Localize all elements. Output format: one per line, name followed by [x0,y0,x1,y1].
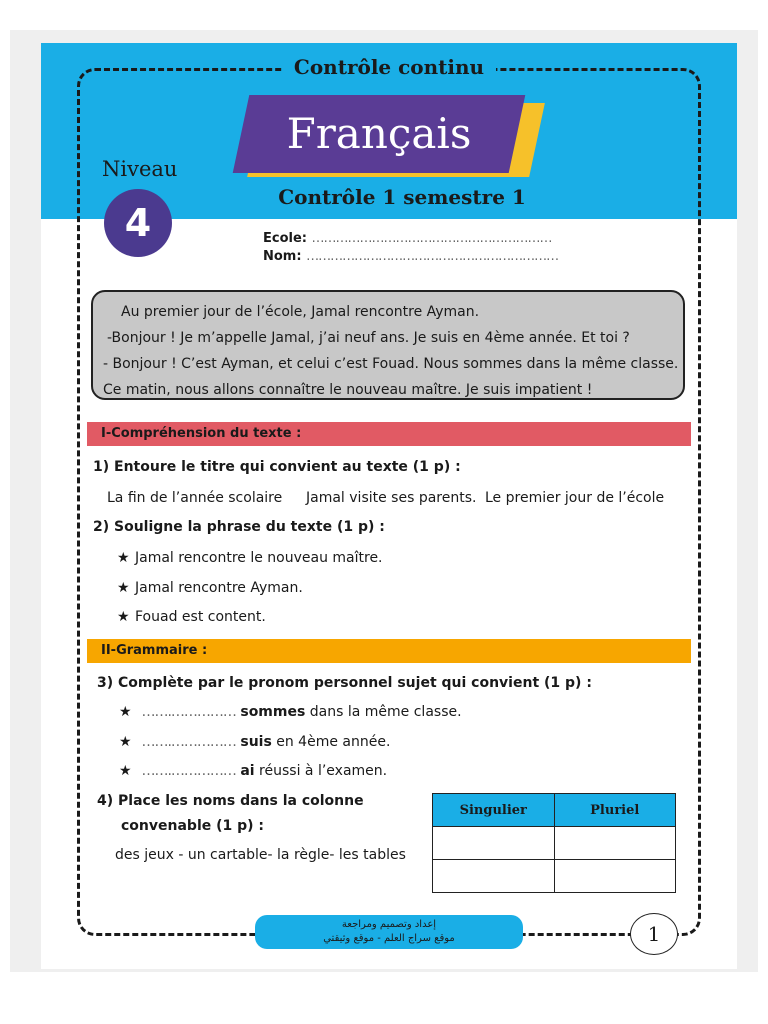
star-icon: ★ [119,763,132,779]
list-item: ★ …….…………… ai réussi à l’examen. [119,763,388,779]
answer-blank: …….…………… [141,704,236,720]
star-icon: ★ [117,609,130,625]
table-cell[interactable] [554,827,676,860]
footer-credit [255,915,523,949]
top-title: Contrôle continu [41,55,737,79]
controle-title: Contrôle 1 semestre 1 [278,185,526,209]
table-cell[interactable] [433,860,555,893]
q1-option: La fin de l’année scolaire [107,490,283,506]
niveau-badge: 4 [104,189,172,257]
ecole-label: Ecole: [263,231,307,246]
reading-text-box [91,290,685,400]
star-icon: ★ [117,550,130,566]
answer-blank: …….…………… [141,734,236,750]
answer-blank: …….…………… [141,763,236,779]
q1-option: Le premier jour de l’école [485,490,665,506]
answer-table [432,793,676,893]
page-number: 1 [630,913,678,955]
column-pluriel: Pluriel [554,794,676,827]
text-line: -Bonjour ! Je m’appelle Jamal, j’ai neuf ans. Je suis en 4ème année. Et toi ? [107,330,630,346]
worksheet-page [41,43,737,969]
question-4: 4) Place les noms dans la colonne [97,793,364,809]
text-line: Ce matin, nous allons connaître le nouveau maître. Je suis impatient ! [103,382,593,398]
question-2: 2) Souligne la phrase du texte (1 p) : [93,519,385,535]
star-icon: ★ [119,704,132,720]
nom-label: Nom: [263,249,302,264]
list-item: ★ Jamal rencontre Ayman. [117,580,303,596]
ecole-field [263,231,552,246]
q1-option: Jamal visite ses parents. [306,490,477,506]
question-1: 1) Entoure le titre qui convient au texte (1 p) : [93,459,461,475]
star-icon: ★ [119,734,132,750]
nom-blank: ……………………………………………………… [306,249,559,264]
table-cell[interactable] [433,827,555,860]
text-line: Au premier jour de l’école, Jamal rencontre Ayman. [121,304,480,320]
ecole-blank: …………………………………………………… [311,231,552,246]
column-singulier: Singulier [433,794,555,827]
word-list: des jeux - un cartable- la règle- les tables [115,847,406,863]
question-4-cont: convenable (1 p) : [121,818,265,834]
section-comprehension: I-Compréhension du texte : [87,422,691,446]
niveau-label: Niveau [102,157,178,181]
text-line: - Bonjour ! C’est Ayman, et celui c’est Fouad. Nous sommes dans la même classe. [103,356,679,372]
star-icon: ★ [117,580,130,596]
list-item: ★ Jamal rencontre le nouveau maître. [117,550,383,566]
footer-line: موقع سراج العلم - موقع وثيقتي [323,933,455,944]
list-item: ★ …….…………… suis en 4ème année. [119,734,391,750]
table-cell[interactable] [554,860,676,893]
list-item: ★ …….…………… sommes dans la même classe. [119,704,462,720]
subject-title: Français [286,109,472,158]
footer-line: إعداد وتصميم ومراجعة [341,919,437,930]
section-grammaire: II-Grammaire : [87,639,691,663]
question-3: 3) Complète par le pronom personnel sujet qui convient (1 p) : [97,675,592,691]
nom-field [263,249,558,264]
list-item: ★ Fouad est content. [117,609,266,625]
